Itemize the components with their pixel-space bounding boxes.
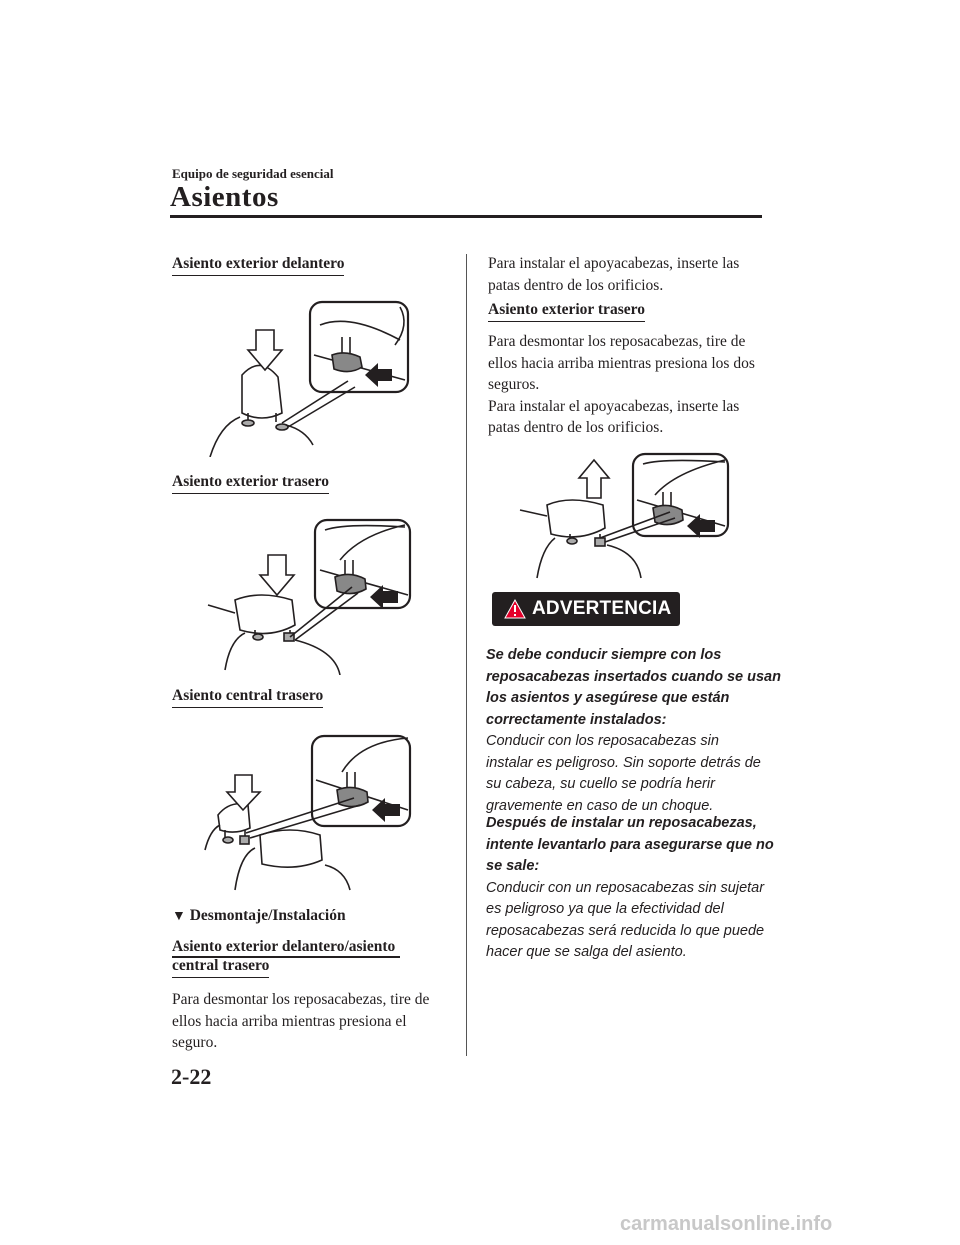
subheading-rear-outer-2: Asiento exterior trasero [488,300,645,322]
warning-block-1: Se debe conducir siempre con los reposacabezas insertados cuando se usan los asientos y asegúrese que están correctamente instalados: Conducir con los reposacabezas sin instalar es peligroso. Sin soporte detrás de su cabeza, su cuello se podría herir gravemente en caso de un choque. [486,647,781,814]
subheading-underline [172,956,400,958]
watermark: carmanualsonline.info [620,1213,833,1235]
section-title: Asientos [170,181,279,213]
warning-label: ADVERTENCIA [532,598,672,619]
heading-removal-installation: Desmontaje/Instalación [189,907,346,924]
subheading-front-center-line2: central trasero [172,956,269,978]
warning-triangle-icon [504,599,526,619]
paragraph-removal-rear: Para desmontar los reposacabezas, tire de ellos hacia arriba mientras presiona los dos seguros. Para instalar el apoyacabezas, inserte las patas dentro de los orificios. [488,333,755,436]
subheading-front-outer: Asiento exterior delantero [172,254,344,276]
header-rule [170,215,762,218]
paragraph-removal-front: Para desmontar los reposacabezas, tire de ellos hacia arriba mientras presiona el seguro. [172,991,430,1051]
column-divider [466,254,467,1056]
subheading-rear-outer: Asiento exterior trasero [172,472,329,494]
figure-rear-outer-removal [515,450,735,582]
triangle-down-icon: ▼ [172,909,186,924]
subheading-rear-center: Asiento central trasero [172,686,323,708]
paragraph-install-1: Para instalar el apoyacabezas, inserte las patas dentro de los orificios. [488,255,740,294]
figure-rear-outer-headrest [200,515,415,675]
chapter-title: Equipo de seguridad esencial [172,166,334,181]
warning-block-2: Después de instalar un reposacabezas, intente levantarlo para asegurarse que no se sale: Conducir con un reposacabezas sin sujetar es peligroso ya que la efectividad del reposacabezas será reducida lo que puede hacer que se salga del asiento. [486,815,774,960]
warning-badge [492,592,680,626]
figure-front-outer-headrest [200,295,415,457]
subheading-front-center-line1: Asiento exterior delantero/asiento [172,938,396,955]
figure-rear-center-headrest [200,730,415,895]
page-number: 2-22 [171,1064,212,1089]
